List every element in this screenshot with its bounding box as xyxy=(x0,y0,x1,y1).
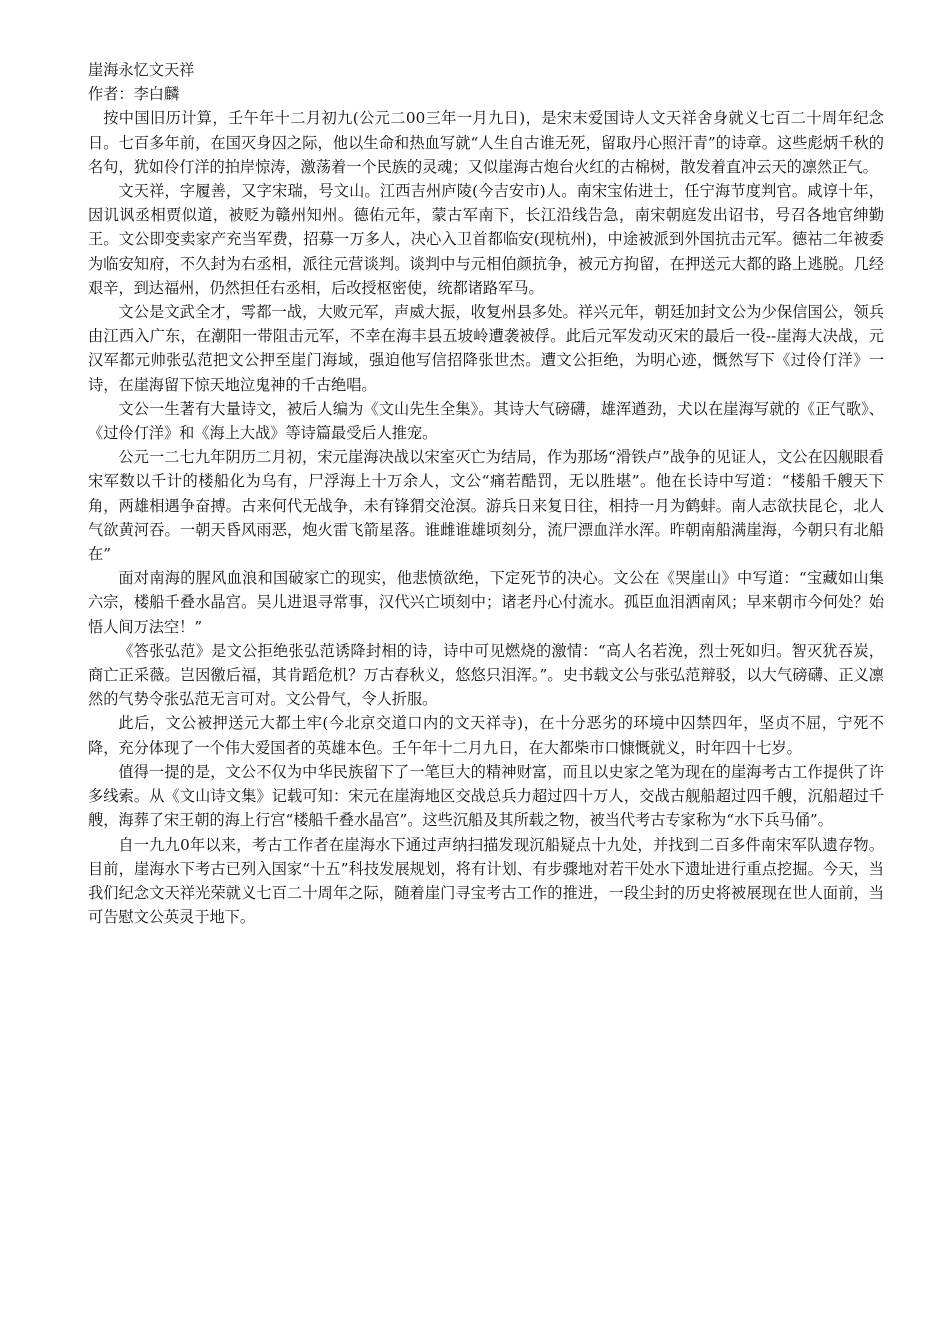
paragraph-9: 值得一提的是，文公不仅为中华民族留下了一笔巨大的精神财富，而且以史家之笔为现在的崖海考古工作提供了许多线索。从《文山诗文集》记载可知：宋元在崖海地区交战总兵力超过四十万人，交战古舰船超过四千艘，沉船超过千艘，海葬了宋王朝的海上行宫“楼船千叠水晶宫”。这些沉船及其所载之物，被当代考古专家称为“水下兵马俑”。 xyxy=(88,762,884,830)
paragraph-2: 文天祥，字履善，又字宋瑞，号文山。江西吉州庐陵(今吉安市)人。南宋宝佑进士，任宁海节度判官。咸谆十年，因讥讽丞相贾似道，被贬为赣州知州。德佑元年，蒙古军南下，长江沿线告急，南宋朝庭发出诏书，号召各地官绅勤王。文公即变卖家产充当军费，招募一万多人，决心入卫首都临安(现杭州)，中途被派到外国抗击元军。德祜二年被委为临安知府，不久封为右丞相，派往元营谈判。谈判中与元相伯颜抗争，被元方拘留，在押送元大都的路上逃脱。几经艰辛，到达福州，仍然担任右丞相，后改授枢密使，统都诸路军马。 xyxy=(88,182,884,297)
paragraph-3: 文公是文武全才，雩都一战，大败元军，声威大振，收复州县多处。祥兴元年，朝廷加封文公为少保信国公，领兵由江西入广东，在潮阳一带阻击元军，不幸在海丰县五坡岭遭袭被俘。此后元军发动灭宋的最后一役--崖海大决战，元汉军都元帅张弘范把文公押至崖门海域，强迫他写信招降张世杰。遭文公拒绝，为明心迹，慨然写下《过伶仃洋》一诗，在崖海留下惊天地泣鬼神的千古绝唱。 xyxy=(88,303,884,394)
paragraph-8: 此后，文公被押送元大都土牢(今北京交道口内的文天祥寺)，在十分恶劣的环境中囚禁四年，坚贞不屈，宁死不降，充分体现了一个伟大爱国者的英雄本色。壬午年十二月九日，在大都柴市口慷慨就义，时年四十七岁。 xyxy=(88,714,884,757)
paragraph-4: 文公一生著有大量诗文，被后人编为《文山先生全集》。其诗大气磅礴，雄浑遒劲，犬以在崖海写就的《正气歌》、《过伶仃洋》和《海上大战》等诗篇最受后人推宠。 xyxy=(88,399,884,443)
paragraph-1: 按中国旧历计算，壬午年十二月初九(公元二00三年一月九日)，是宋末爱国诗人文天祥舍身就义七百二十周年纪念日。七百多年前，在国灭身囚之际，他以生命和热血写就“人生自古谁无死，留取丹心照汗青”的诗章。这些彪炳千秋的名句，犹如伶仃洋的拍岸惊涛，激荡着一个民族的灵魂；又似崖海古炮台火红的古棉树，散发着直冲云天的凛然正气。 xyxy=(88,109,884,176)
paragraph-5: 公元一二七九年阴历二月初，宋元崖海决战以宋室灭亡为结局，作为那场“滑铁卢”战争的见证人，文公在囚舰眼看宋军数以千计的楼船化为乌有，尸浮海上十万余人，文公“痛若酷罚，无以胜堪”。他在长诗中写道：“楼船千艘天下角，两雄相遇争奋搏。古来何代无战争，未有锋猬交沧溟。游兵日来复日往，相持一月为鹤蚌。南人志欲扶昆仑，北人气欲黄河吞。一朝天昏风雨恶，炮火雷飞箭星落。谁雌谁雄顷刻分，流尸漂血洋水浑。昨朝南船满崖海，今朝只有北船在” xyxy=(88,448,884,564)
paragraph-10: 自一九九0年以来，考古工作者在崖海水下通过声纳扫描发现沉船疑点十九处，并找到二百多件南宋军队遗存物。目前，崖海水下考古已列入国家“十五”科技发展规划，将有计划、有步骤地对若干处水下遗址进行重点挖掘。今天，当我们纪念文天祥光荣就义七百二十周年之际，随着崖门寻宝考古工作的推进，一段尘封的历史将被展现在世人面前，当可告慰文公英灵于地下。 xyxy=(88,835,884,927)
paragraph-6: 面对南海的腥风血浪和国破家亡的现实，他悲愤欲绝，下定死节的决心。文公在《哭崖山》中写道：“宝藏如山集六宗，楼船千叠水晶宫。吴儿进退寻常事，汉代兴亡顷刻中；诸老丹心付流水。孤臣血泪洒南风；早来朝市今何处？始悟人间万法空！” xyxy=(88,569,884,636)
document-page xyxy=(88,58,884,929)
paragraph-7: 《答张弘范》是文公拒绝张弘范诱降封相的诗，诗中可见燃烧的激情：“高人名若浼，烈士死如归。智灭犹吞炭，商亡正采薇。岂因徼后福，其肯蹈危机？万古春秋义，悠悠只泪浑。”。史书载文公与张弘范辩驳，以大气磅礴、正义凛然的气势令张弘范无言可对。文公骨气，令人折服。 xyxy=(88,641,884,709)
document-title: 崖海永忆文天祥 xyxy=(88,61,195,79)
author-line: 作者：李白麟 xyxy=(88,85,180,104)
